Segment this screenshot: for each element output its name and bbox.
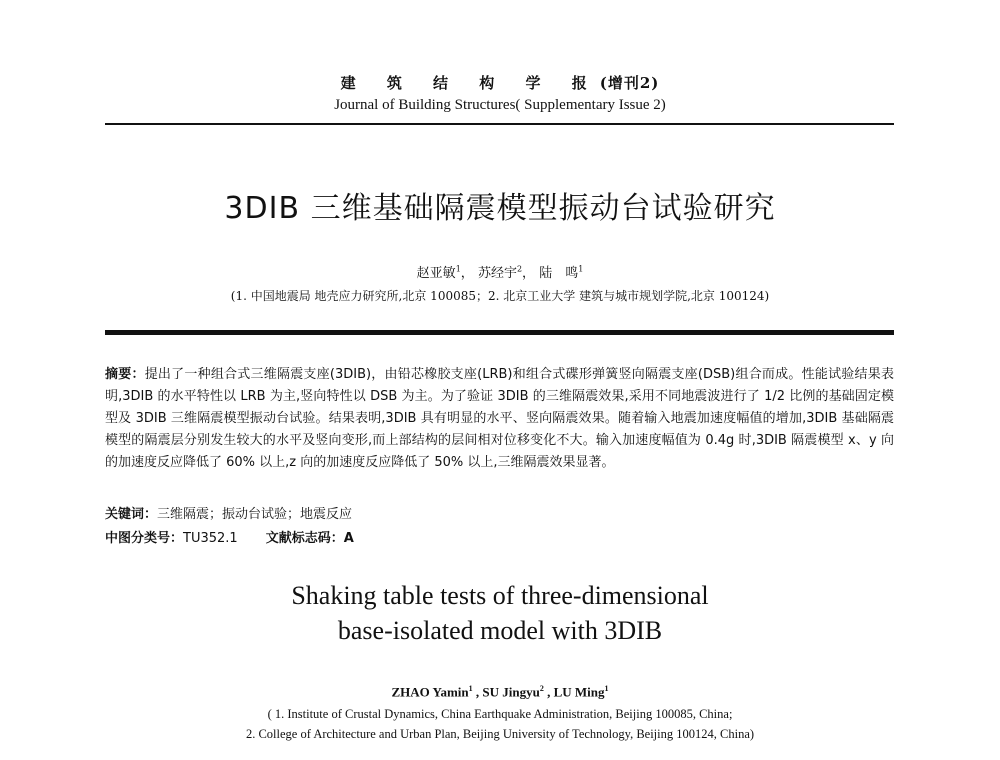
author-separator: ，: [522, 266, 536, 281]
title-block-divider: [105, 330, 894, 335]
authors-en: [0, 684, 1000, 700]
author-cn: 赵亚敏: [416, 266, 456, 281]
author-affil-mark: 1: [578, 264, 584, 274]
doc-code-label: 文献标志码：: [265, 531, 344, 546]
author-en: SU Jingyu: [482, 684, 540, 700]
clc-value: TU352.1: [183, 531, 238, 546]
journal-title-en: Journal of Building Structures( Supplementary Issue 2): [334, 97, 666, 113]
author-separator: ，: [460, 266, 474, 281]
author-affil-mark: 1: [455, 264, 461, 274]
author-affil-mark: 1: [604, 684, 609, 693]
author-separator: ,: [543, 684, 554, 700]
keywords-label: 关键词：: [105, 507, 158, 522]
author-en: ZHAO Yamin: [391, 684, 469, 700]
author-en: LU Ming: [553, 684, 605, 700]
title-en-line: base-isolated model with 3DIB: [337, 616, 663, 645]
keywords: [105, 503, 352, 522]
header-divider: [105, 123, 894, 125]
journal-name-cn: 建 筑 结 构 学 报: [340, 74, 600, 92]
author-affil-mark: 1: [468, 684, 473, 693]
affiliation-en-line: ( 1. Institute of Crustal Dynamics, China Earthquake Administration, Beijing 100085, China;: [267, 707, 733, 721]
journal-title-cn: [0, 72, 1000, 93]
clc-label: 中图分类号：: [105, 531, 184, 546]
affiliations-cn: (1. 中国地震局 地壳应力研究所,北京 100085；2. 北京工业大学 建筑与城市规划学院,北京 100124): [230, 289, 770, 303]
author-cn: 苏经宇: [477, 266, 517, 281]
paper-title-en: [0, 578, 1000, 648]
affiliation-en-line: 2. College of Architecture and Urban Plan, Beijing University of Technology, Beijing 100124, China): [245, 727, 755, 741]
author-affil-mark: 2: [539, 684, 544, 693]
author-cn: 陆 鸣: [539, 266, 579, 281]
author-affil-mark: 2: [516, 264, 523, 274]
keywords-text: 三维隔震；振动台试验；地震反应: [157, 507, 353, 522]
abstract: [105, 364, 894, 474]
journal-issue-cn: (增刊2): [599, 74, 660, 92]
author-separator: ,: [472, 684, 483, 700]
doc-code-value: A: [343, 531, 354, 546]
abstract-label: 摘要：: [105, 367, 145, 382]
authors-cn: [0, 262, 1000, 281]
paper-title-cn: 3DIB 三维基础隔震模型振动台试验研究: [224, 191, 776, 226]
abstract-text: 提出了一种组合式三维隔震支座(3DIB)，由铅芯橡胶支座(LRB)和组合式碟形弹簧竖向隔震支座(DSB)组合而成。性能试验结果表明,3DIB 的水平特性以 LRB 为主,竖向特性以 DSB 为主。为了验证 3DIB 的三维隔震效果,采用不同地震波进行了 1/2 比例的基础固定模型及 3DIB 三维隔震模型振动台试验。结果表明,3DIB 具有明显的水平、竖向隔震效果。随着输入地震加速度幅值的增加,3DIB 基础隔震模型的隔震层分别发生较大的水平及竖向变形,而上部结构的层间相对位移变化不大。输入加速度幅值为 0.4g 时,3DIB 隔震模型 x、y 向的加速度反应降低了 60% 以上,z 向的加速度反应降低了 50% 以上,三维隔震效果显著。: [105, 367, 894, 470]
title-en-line: Shaking table tests of three-dimensional: [291, 581, 709, 610]
classification: [105, 527, 354, 546]
